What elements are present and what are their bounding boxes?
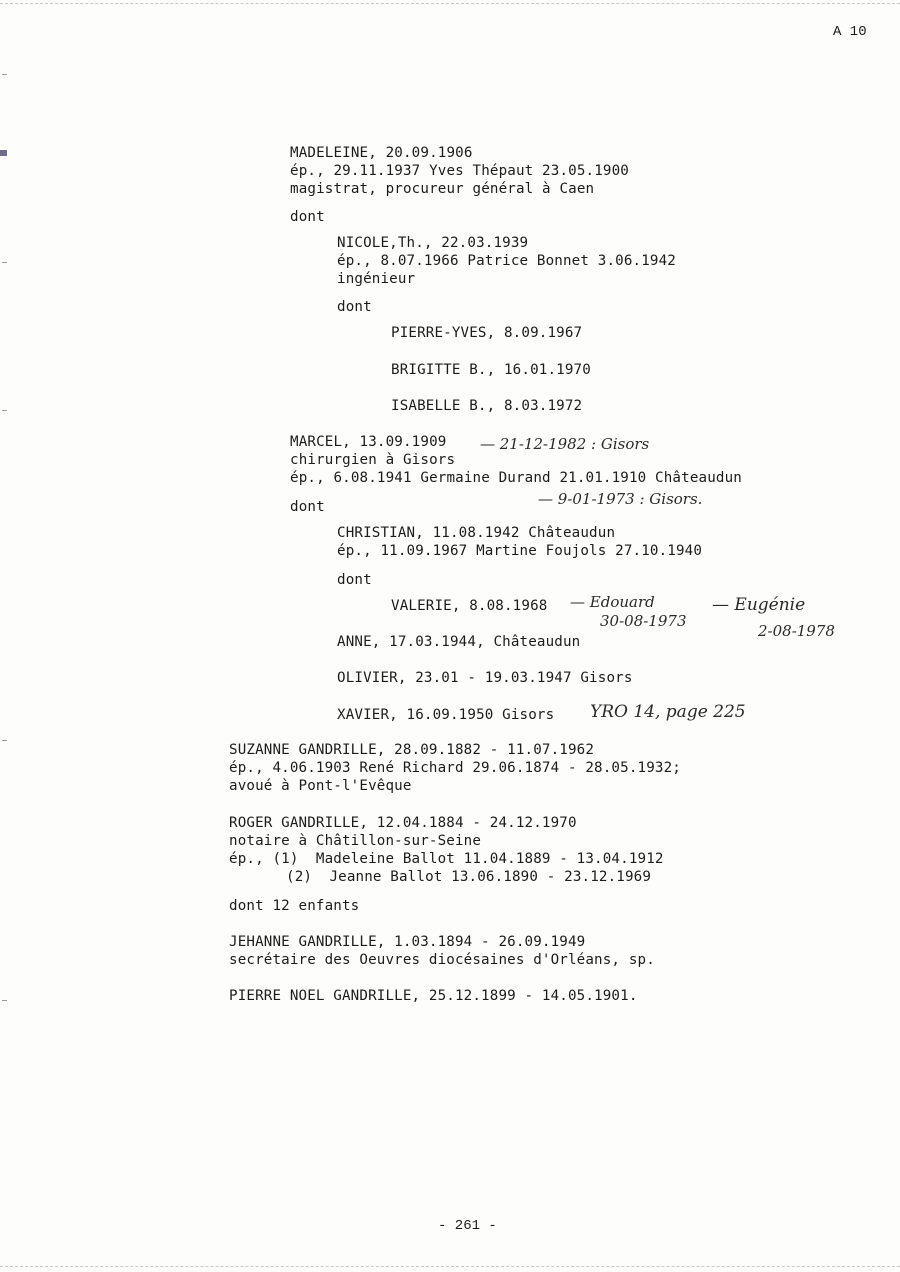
bottom-edge-rule — [0, 1266, 900, 1267]
handwritten-note: — Edouard — [570, 593, 655, 611]
left-margin-tick — [2, 410, 7, 411]
text-line: dont — [337, 299, 372, 315]
left-margin-tick — [2, 1000, 7, 1001]
text-line: ISABELLE B., 8.03.1972 — [391, 398, 583, 414]
text-line: ANNE, 17.03.1944, Châteaudun — [337, 634, 581, 650]
left-margin-tick — [2, 740, 7, 741]
text-line: avoué à Pont-l'Evêque — [229, 778, 412, 794]
text-line: SUZANNE GANDRILLE, 28.09.1882 - 11.07.1962 — [229, 742, 595, 758]
text-line: OLIVIER, 23.01 - 19.03.1947 Gisors — [337, 670, 633, 686]
text-line: CHRISTIAN, 11.08.1942 Châteaudun — [337, 525, 616, 541]
handwritten-note: 30-08-1973 — [600, 612, 687, 630]
text-line: ép., (1) Madeleine Ballot 11.04.1889 - 13.04.1912 — [229, 851, 664, 867]
handwritten-note: — 21-12-1982 : Gisors — [480, 435, 650, 453]
top-edge-rule — [0, 3, 900, 4]
text-line: dont — [290, 499, 325, 515]
left-margin-mark — [0, 150, 7, 156]
text-line: dont — [337, 572, 372, 588]
text-line: JEHANNE GANDRILLE, 1.03.1894 - 26.09.1949 — [229, 934, 586, 950]
text-line: chirurgien à Gisors — [290, 452, 456, 468]
left-margin-tick — [2, 74, 7, 75]
handwritten-note: 2-08-1978 — [758, 622, 835, 640]
text-line: NICOLE,Th., 22.03.1939 — [337, 235, 529, 251]
page-number: - 261 - — [438, 1218, 497, 1234]
text-line: ép., 8.07.1966 Patrice Bonnet 3.06.1942 — [337, 253, 676, 269]
text-line: secrétaire des Oeuvres diocésaines d'Orléans, sp. — [229, 952, 655, 968]
text-line: ép., 29.11.1937 Yves Thépaut 23.05.1900 — [290, 163, 629, 179]
text-line: PIERRE NOEL GANDRILLE, 25.12.1899 - 14.05.1901. — [229, 988, 638, 1004]
text-line: MARCEL, 13.09.1909 — [290, 434, 447, 450]
text-line: magistrat, procureur général à Caen — [290, 181, 595, 197]
left-margin-tick — [2, 262, 7, 263]
handwritten-note: YRO 14, page 225 — [590, 702, 746, 722]
text-line: VALERIE, 8.08.1968 — [391, 598, 548, 614]
handwritten-note: — Eugénie — [712, 595, 806, 615]
text-line: notaire à Châtillon-sur-Seine — [229, 833, 482, 849]
text-line: MADELEINE, 20.09.1906 — [290, 145, 473, 161]
text-line: ép., 4.06.1903 René Richard 29.06.1874 - 28.05.1932; — [229, 760, 681, 776]
text-line: BRIGITTE B., 16.01.1970 — [391, 362, 591, 378]
text-line: (2) Jeanne Ballot 13.06.1890 - 23.12.1969 — [286, 869, 652, 885]
text-line: XAVIER, 16.09.1950 Gisors — [337, 707, 555, 723]
text-line: ROGER GANDRILLE, 12.04.1884 - 24.12.1970 — [229, 815, 577, 831]
text-line: PIERRE-YVES, 8.09.1967 — [391, 325, 583, 341]
text-line: dont — [290, 209, 325, 225]
handwritten-note: — 9-01-1973 : Gisors. — [538, 490, 703, 508]
page-reference: A 10 — [833, 24, 867, 40]
text-line: ép., 6.08.1941 Germaine Durand 21.01.1910 Châteaudun — [290, 470, 742, 486]
text-line: ingénieur — [337, 271, 416, 287]
text-line: ép., 11.09.1967 Martine Foujols 27.10.1940 — [337, 543, 703, 559]
text-line: dont 12 enfants — [229, 898, 360, 914]
